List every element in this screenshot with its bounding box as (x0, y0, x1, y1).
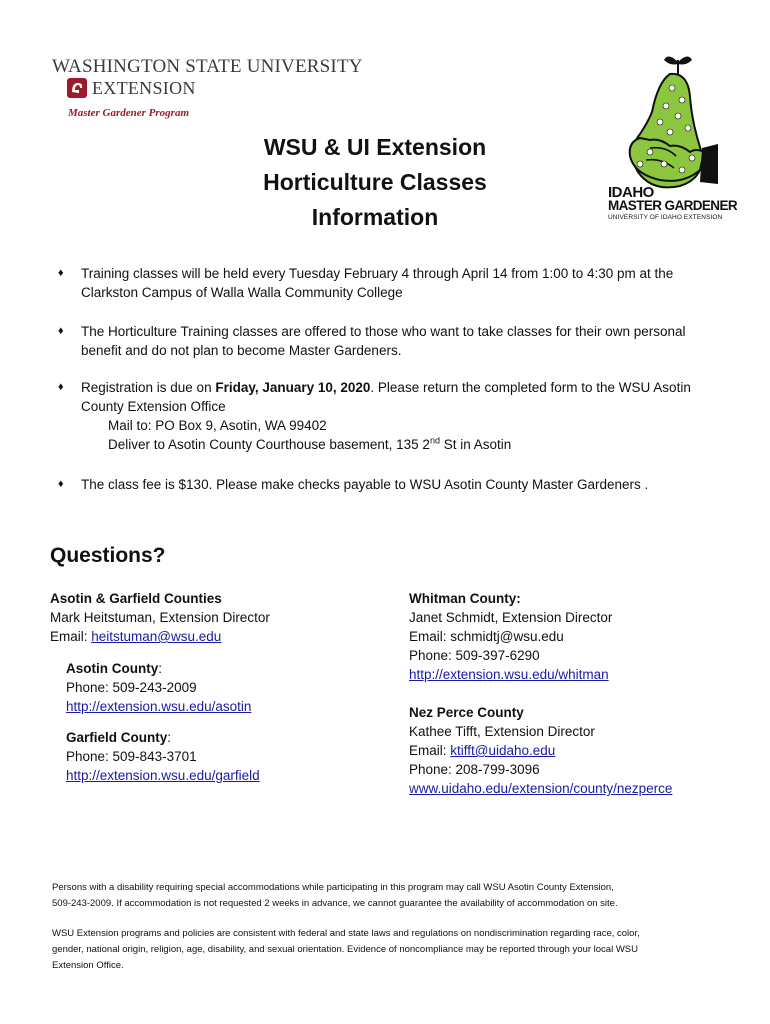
pear-thumbs-up-icon (600, 52, 720, 192)
bullet-text: Training classes will be held every Tuesday February 4 through April 14 from 1:00 to 4:30 pm at the (81, 266, 674, 281)
email-link[interactable]: heitstuman@wsu.edu (91, 629, 222, 644)
website-link[interactable]: http://extension.wsu.edu/garfield (66, 768, 260, 783)
title-line-2: Horticulture Classes (263, 169, 487, 195)
nondiscrimination-notice (52, 926, 722, 974)
footer-text: WSU Extension programs and policies are consistent with federal and state laws and regulations on nondiscrimination regarding race, color, (52, 928, 640, 939)
wsu-program-label: Master Gardener Program (68, 107, 190, 119)
contact-phone: Phone: 208-799-3096 (409, 762, 540, 777)
bullet-item-audience (58, 322, 741, 360)
bullet-item-registration (58, 378, 741, 454)
bullet-diamond-icon: ♦ (58, 267, 64, 279)
accommodation-notice (52, 880, 722, 912)
nez-perce-county-contact (409, 703, 672, 798)
bullet-text: County Extension Office (81, 399, 226, 414)
delivery-address: Deliver to Asotin County Courthouse basement, 135 2nd St in Asotin (108, 435, 512, 452)
mail-address: Mail to: PO Box 9, Asotin, WA 99402 (108, 418, 327, 433)
idaho-logo-line-2: MASTER GARDENER (608, 198, 738, 213)
registration-deadline: Friday, January 10, 2020 (215, 380, 371, 395)
idaho-logo-line-1: IDAHO (608, 184, 654, 201)
contact-title: Nez Perce County (409, 705, 524, 720)
bullet-item-schedule (58, 264, 741, 302)
bullet-text: Registration is due on Friday, January 10, 2020. Please return the completed form to the WSU Asotin (81, 380, 691, 395)
contact-title: Asotin & Garfield Counties (50, 591, 222, 606)
website-link[interactable]: http://extension.wsu.edu/whitman (409, 667, 609, 682)
bullet-text: The class fee is $130. Please make checks payable to WSU Asotin County Master Gardeners . (81, 477, 649, 492)
email-link[interactable]: ktifft@uidaho.edu (450, 743, 556, 758)
title-line-3: Information (311, 204, 439, 230)
contact-email: Email: schmidtj@wsu.edu (409, 629, 564, 644)
whitman-county-contact (409, 589, 612, 684)
questions-heading: Questions? (50, 544, 166, 567)
footer-text: Persons with a disability requiring special accommodations while participating in this program may call WSU Asotin County Extension, (52, 882, 614, 893)
bullet-diamond-icon: ♦ (58, 325, 64, 337)
contact-title-row: Garfield County: (66, 730, 172, 745)
contact-name: Kathee Tifft, Extension Director (409, 724, 595, 739)
website-link[interactable]: http://extension.wsu.edu/asotin (66, 699, 252, 714)
bullet-text: The Horticulture Training classes are offered to those who want to take classes for their own personal (81, 324, 686, 339)
contact-name: Janet Schmidt, Extension Director (409, 610, 613, 625)
footer-text: gender, national origin, religion, age, disability, and sexual orientation. Evidence of noncompliance may be reported through your local WSU (52, 944, 639, 955)
contact-phone: Phone: 509-397-6290 (409, 648, 540, 663)
contact-title-row: Asotin County: (66, 661, 163, 676)
contact-name: Mark Heitstuman, Extension Director (50, 610, 270, 625)
contact-phone: Phone: 509-243-2009 (66, 680, 197, 695)
asotin-garfield-contact (50, 589, 270, 646)
bullet-text: Clarkston Campus of Walla Walla Community College (81, 285, 403, 300)
bullet-diamond-icon: ♦ (58, 381, 64, 393)
garfield-county-contact (66, 728, 260, 785)
contact-title: Garfield County (66, 730, 168, 745)
wsu-name: WASHINGTON STATE UNIVERSITY (52, 56, 363, 77)
idaho-logo-line-3: UNIVERSITY OF IDAHO EXTENSION (608, 214, 723, 221)
website-link[interactable]: www.uidaho.edu/extension/county/nezperce (409, 781, 673, 796)
contact-title: Whitman County: (409, 591, 521, 606)
contact-phone: Phone: 509-843-3701 (66, 749, 197, 764)
wsu-logo (52, 56, 363, 126)
bullet-diamond-icon: ♦ (58, 478, 64, 490)
footer-text: 509-243-2009. If accommodation is not requested 2 weeks in advance, we cannot guarantee the availability of accommodation on site. (52, 898, 618, 909)
contact-email-row: Email: heitstuman@wsu.edu (50, 629, 222, 644)
bullet-item-fee (58, 475, 741, 494)
footer-text: Extension Office. (52, 960, 124, 971)
idaho-master-gardener-logo (600, 52, 738, 224)
bullet-text: benefit and do not plan to become Master Gardeners. (81, 343, 402, 358)
wsu-cougar-logo-icon (66, 77, 88, 99)
contact-email-row: Email: ktifft@uidaho.edu (409, 743, 556, 758)
asotin-county-contact (66, 659, 251, 716)
page-title (200, 130, 550, 235)
title-line-1: WSU & UI Extension (263, 134, 487, 160)
contact-title: Asotin County (66, 661, 159, 676)
wsu-extension-label: EXTENSION (92, 78, 196, 98)
